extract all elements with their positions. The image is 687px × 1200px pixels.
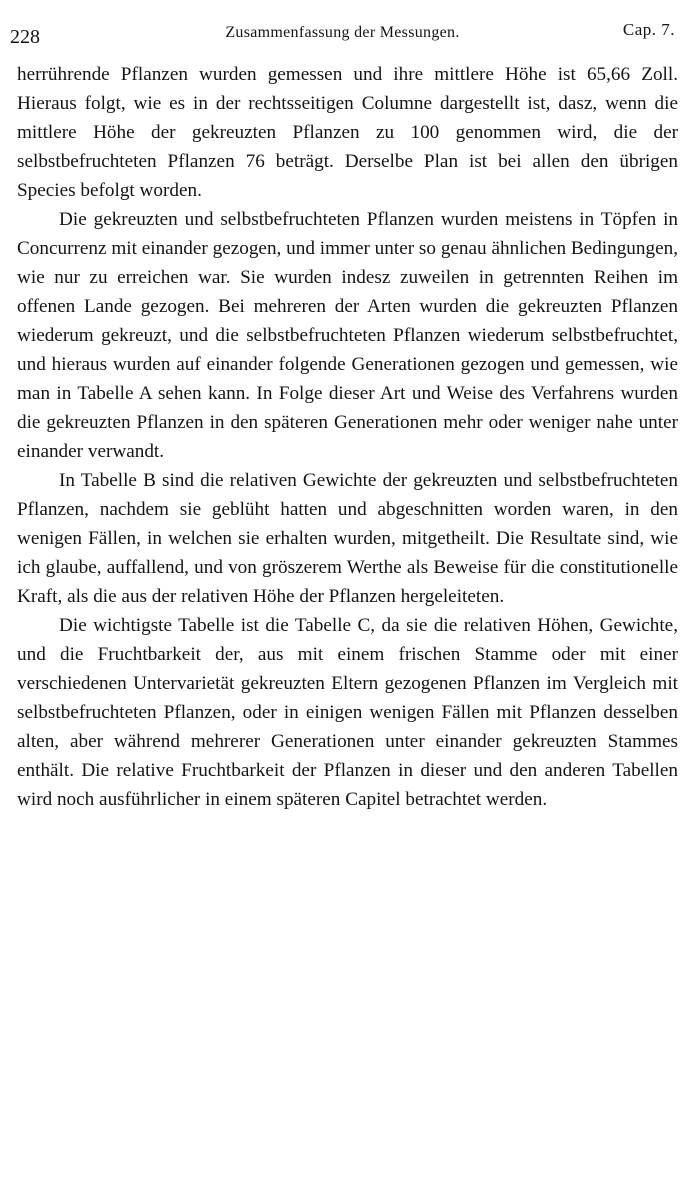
chapter-label: Cap. 7. xyxy=(622,20,675,39)
page-header xyxy=(10,18,675,48)
paragraph-table-c: Die wichtigste Tabelle ist die Tabelle C, da sie die relativen Höhen, Gewichte, und die Fruchtbarkeit der, aus mit einem frischen Stamme oder mit einer verschiedenen Untervarietät gekreuzten Eltern gezogenen Pflanzen im Vergleich mit selbstbefruchteten Pflanzen, oder in einigen wenigen Fällen mit Pflanzen desselben alten, aber während mehrerer Generationen unter einander gekreuzten Stammes enthält. Die relative Fruchtbarkeit der Pflanzen in dieser und den anderen Tabellen wird noch ausführlicher in einem späteren Capitel betrachtet werden. xyxy=(17,615,678,810)
paragraph-table-b: In Tabelle B sind die relativen Gewichte der gekreuzten und selbstbefruchteten Pflanzen, nachdem sie geblüht hatten und abgeschnitten worden waren, in den wenigen Fällen, in welchen sie erhalten wurden, mitgetheilt. Die Resultate sind, wie ich glaube, auffallend, und von gröszerem Werthe als Beweise für die constitutionelle Kraft, als die aus der relativen Höhe der Pflanzen hergeleiteten. xyxy=(17,470,678,607)
running-title: Zusammenfassung der Messungen. xyxy=(225,24,460,41)
paragraph-continued: herrührende Pflanzen wurden gemessen und ihre mittlere Höhe ist 65,66 Zoll. Hieraus folgt, wie es in der rechtsseitigen Columne dargestellt ist, dasz, wenn die mittlere Höhe der gekreuzten Pflanzen zu 100 genommen wird, die der selbstbefruchteten Pflanzen 76 beträgt. Derselbe Plan ist bei allen den übrigen Species befolgt worden. xyxy=(17,64,678,201)
body-text xyxy=(17,60,678,814)
page-number: 228 xyxy=(10,26,40,48)
paragraph-cultivation: Die gekreuzten und selbstbefruchteten Pflanzen wurden meistens in Töpfen in Concurrenz mit einander gezogen, und immer unter so genau ähnlichen Bedingungen, wie nur zu erreichen war. Sie wurden indesz zuweilen in getrennten Reihen im offenen Lande gezogen. Bei mehreren der Arten wurden die gekreuzten Pflanzen wiederum gekreuzt, und die selbstbefruchteten Pflanzen wiederum selbstbefruchtet, und hieraus wurden auf einander folgende Generationen gezogen und gemessen, wie man in Tabelle A sehen kann. In Folge dieser Art und Weise des Verfahrens wurden die gekreuzten Pflanzen in den späteren Generationen mehr oder weniger nahe unter einander verwandt. xyxy=(17,209,678,462)
